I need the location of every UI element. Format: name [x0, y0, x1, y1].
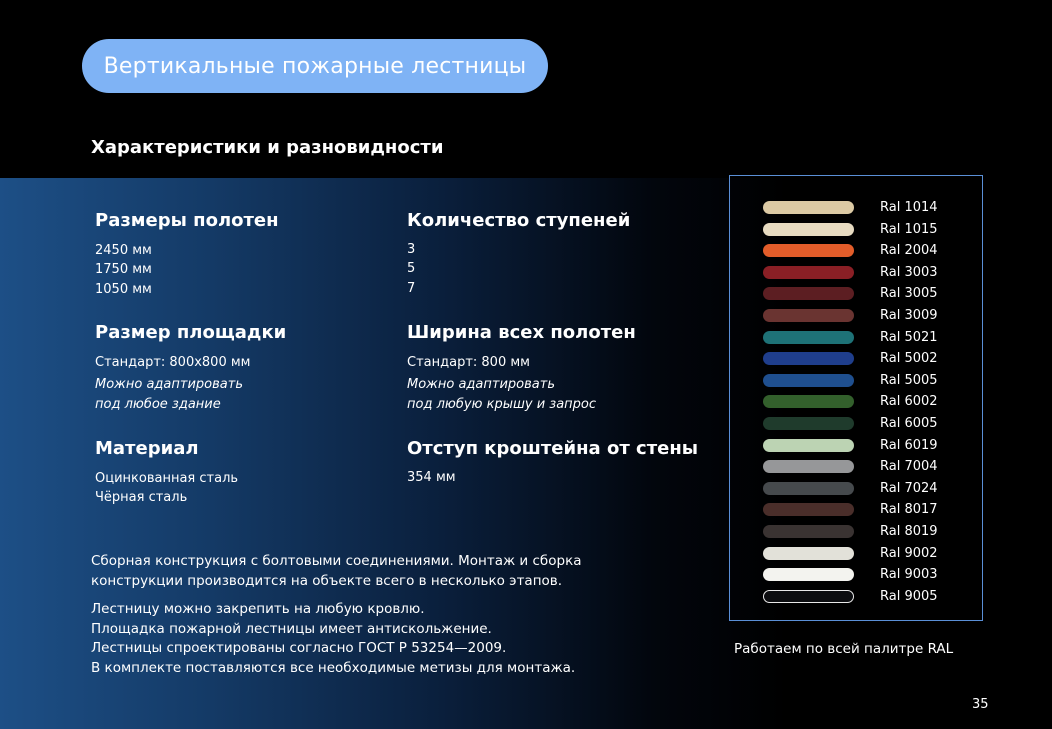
palette-row — [763, 307, 973, 323]
color-label: Ral 9002 — [880, 545, 938, 561]
color-swatch — [763, 201, 854, 214]
page-title — [82, 39, 548, 93]
palette-row — [763, 329, 973, 345]
palette-row — [763, 566, 973, 582]
palette-row — [763, 588, 973, 604]
color-label: Ral 2004 — [880, 243, 938, 259]
description-line: Сборная конструкция с болтовыми соединениями. Монтаж и сборка — [91, 553, 582, 569]
color-label: Ral 5005 — [880, 372, 938, 388]
color-swatch — [763, 287, 854, 300]
color-label: Ral 6005 — [880, 416, 938, 431]
palette-row — [763, 199, 973, 215]
color-swatch — [763, 568, 854, 581]
ral-palette — [729, 175, 983, 621]
platform-title: Размер площадки — [95, 322, 287, 343]
offset-title: Отступ кроштейна от стены — [407, 438, 699, 459]
sizes-value: 1050 мм — [95, 282, 152, 297]
sizes-title: Размеры полотен — [95, 210, 279, 231]
palette-row — [763, 480, 973, 496]
description-line: Площадка пожарной лестницы имеет антискольжение. — [91, 620, 492, 637]
color-label: Ral 8017 — [880, 502, 938, 518]
color-label: Ral 5021 — [880, 329, 938, 345]
color-label: Ral 8019 — [880, 524, 938, 539]
palette-row — [763, 221, 973, 237]
section-subtitle: Характеристики и разновидности — [91, 137, 444, 158]
palette-row — [763, 545, 973, 561]
color-label: Ral 6019 — [880, 437, 938, 453]
color-label: Ral 9005 — [880, 588, 938, 604]
palette-row — [763, 501, 973, 517]
color-swatch — [763, 223, 854, 236]
color-label: Ral 3005 — [880, 286, 938, 302]
material-title: Материал — [95, 438, 199, 459]
color-swatch — [763, 417, 854, 430]
platform-note: Можно адаптировать — [95, 377, 243, 392]
page-number: 35 — [972, 697, 989, 712]
palette-row — [763, 458, 973, 474]
width-title: Ширина всех полотен — [407, 322, 636, 343]
description-paragraph-2 — [91, 600, 575, 678]
color-swatch — [763, 309, 854, 322]
sizes-value: 2450 мм — [95, 243, 152, 258]
color-swatch — [763, 244, 854, 257]
color-swatch — [763, 590, 854, 603]
description-line: Лестницу можно закрепить на любую кровлю. — [91, 601, 425, 617]
width-note: под любую крышу и запрос — [407, 397, 597, 412]
color-label: Ral 9003 — [880, 567, 938, 583]
page-title-text: Вертикальные пожарные лестницы — [103, 53, 527, 79]
palette-row — [763, 372, 973, 388]
color-label: Ral 5002 — [880, 351, 938, 367]
palette-caption: Работаем по всей палитре RAL — [734, 641, 954, 657]
steps-title: Количество ступеней — [407, 210, 631, 231]
color-label: Ral 3009 — [880, 308, 938, 323]
palette-row — [763, 523, 973, 539]
material-value: Чёрная сталь — [95, 490, 188, 505]
color-swatch — [763, 374, 854, 387]
description-line: конструкции производится на объекте всего в несколько этапов. — [91, 572, 563, 589]
color-swatch — [763, 352, 854, 365]
sizes-value: 1750 мм — [95, 262, 152, 277]
palette-row — [763, 242, 973, 258]
platform-note: под любое здание — [95, 397, 221, 412]
palette-row — [763, 350, 973, 366]
palette-row — [763, 393, 973, 409]
color-swatch — [763, 439, 854, 452]
description-line: Лестницы спроектированы согласно ГОСТ Р 53254—2009. — [91, 640, 507, 656]
color-swatch — [763, 266, 854, 279]
color-label: Ral 7004 — [880, 459, 938, 475]
color-swatch — [763, 331, 854, 344]
color-label: Ral 6002 — [880, 394, 938, 410]
palette-row — [763, 285, 973, 301]
width-note: Можно адаптировать — [407, 377, 555, 392]
material-value: Оцинкованная сталь — [95, 471, 239, 486]
platform-standard: Стандарт: 800х800 мм — [95, 355, 251, 370]
palette-row — [763, 437, 973, 453]
steps-value: 5 — [407, 261, 416, 276]
offset-value: 354 мм — [407, 470, 456, 485]
color-swatch — [763, 482, 854, 495]
steps-value: 3 — [407, 242, 416, 257]
color-swatch — [763, 525, 854, 538]
color-swatch — [763, 503, 854, 516]
description-line: В комплекте поставляются все необходимые метизы для монтажа. — [91, 659, 576, 676]
color-label: Ral 1014 — [880, 200, 938, 215]
steps-value: 7 — [407, 281, 416, 296]
width-standard: Стандарт: 800 мм — [407, 355, 530, 370]
color-label: Ral 7024 — [880, 480, 938, 496]
description-paragraph-1 — [91, 552, 582, 591]
color-label: Ral 3003 — [880, 264, 938, 280]
color-swatch — [763, 395, 854, 408]
palette-row — [763, 415, 973, 431]
color-swatch — [763, 547, 854, 560]
color-label: Ral 1015 — [880, 221, 938, 237]
palette-row — [763, 264, 973, 280]
color-swatch — [763, 460, 854, 473]
